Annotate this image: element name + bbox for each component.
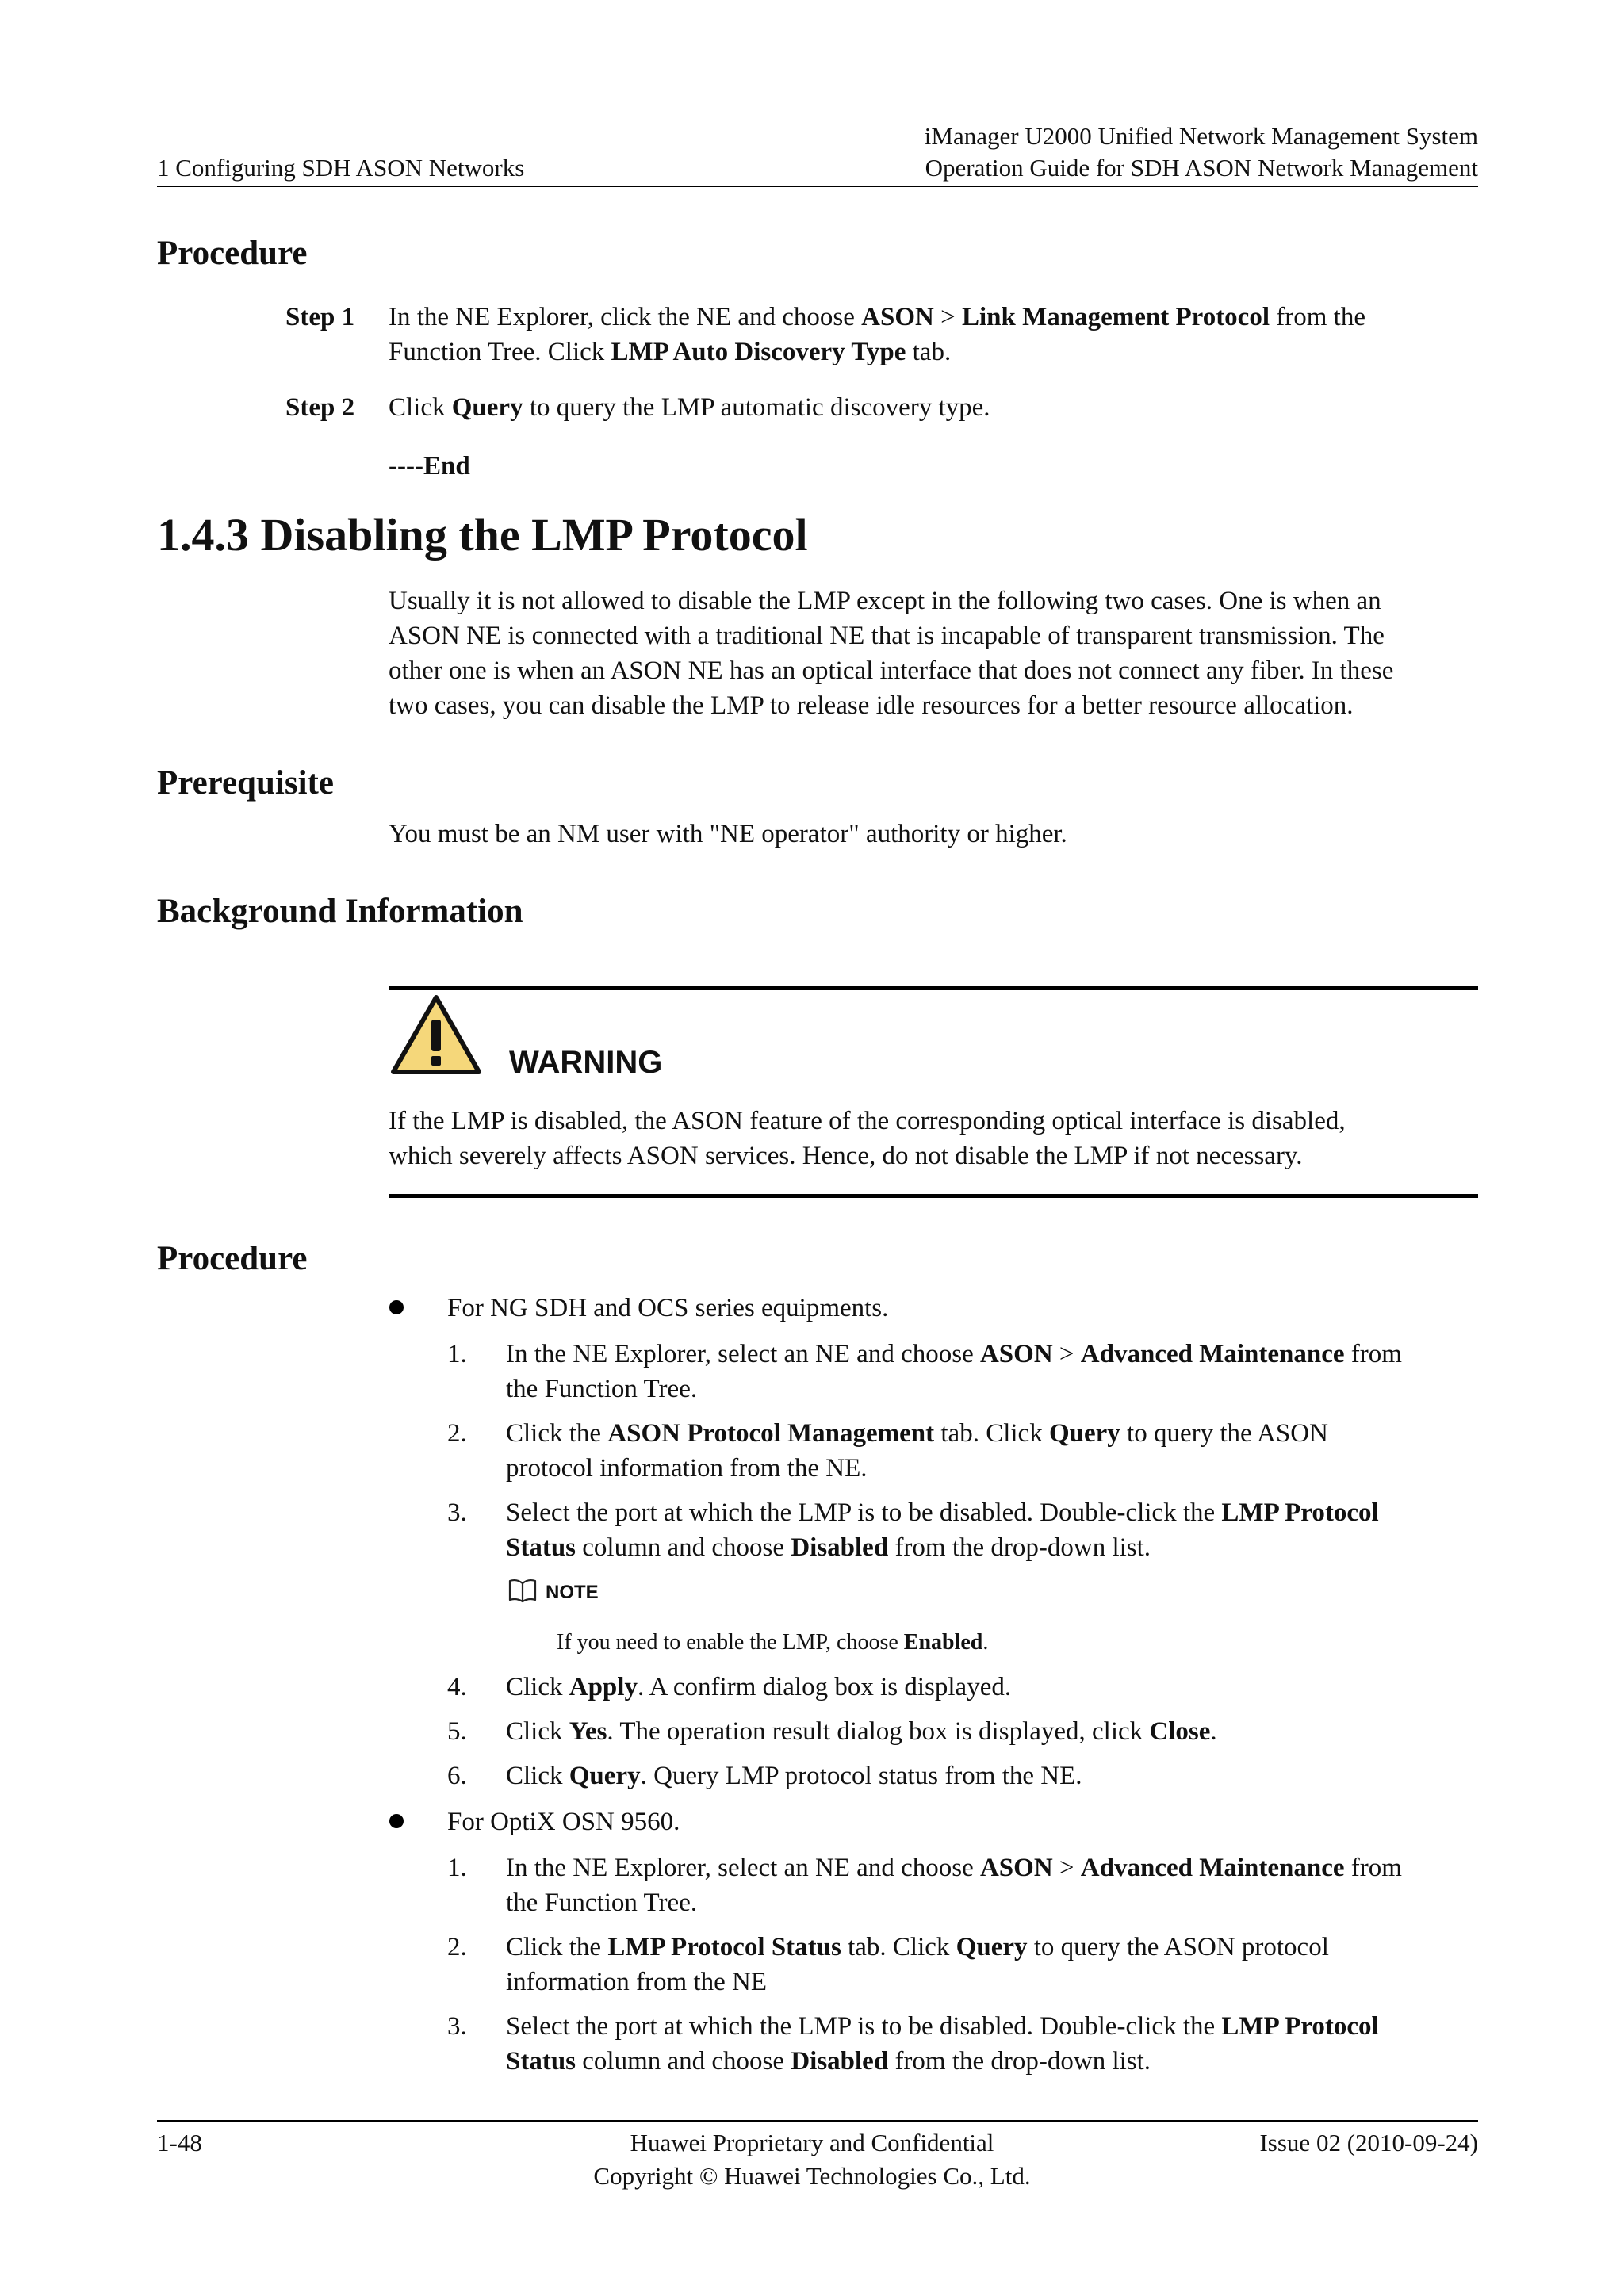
list-item-text: Select the port at which the LMP is to be disabled. Double-click the LMP Protocol (506, 1498, 1379, 1527)
book-icon (508, 1578, 538, 1603)
list-item-text: the Function Tree. (506, 1888, 698, 1917)
step-text: In the NE Explorer, click the NE and choose ASON > Link Management Protocol from the (389, 303, 1365, 331)
procedure-heading: Procedure (157, 1240, 308, 1277)
header-guide: Operation Guide for SDH ASON Network Management (925, 154, 1478, 182)
warning-text: which severely affects ASON services. Hence, do not disable the LMP if not necessary. (389, 1142, 1303, 1170)
prerequisite-text: You must be an NM user with "NE operator" authority or higher. (389, 820, 1067, 848)
end-marker: ----End (389, 452, 470, 480)
warning-bottom-rule (389, 1194, 1478, 1198)
intro-line: ASON NE is connected with a traditional NE that is incapable of transparent transmission. The (389, 622, 1385, 650)
procedure-heading: Procedure (157, 235, 308, 272)
prerequisite-heading: Prerequisite (157, 764, 334, 802)
footer-confidential: Huawei Proprietary and Confidential (630, 2129, 994, 2156)
list-item-text: Click Apply. A confirm dialog box is displayed. (506, 1673, 1012, 1701)
list-item-text: protocol information from the NE. (506, 1454, 868, 1483)
list-item-text: the Function Tree. (506, 1375, 698, 1403)
list-number: 2. (447, 1419, 467, 1448)
section-title: 1.4.3 Disabling the LMP Protocol (157, 509, 808, 561)
step-text: Function Tree. Click LMP Auto Discovery Type tab. (389, 338, 952, 366)
list-item-text: In the NE Explorer, select an NE and choose ASON > Advanced Maintenance from (506, 1340, 1402, 1368)
step-label: Step 1 (285, 303, 355, 331)
bullet-dot (389, 1300, 404, 1314)
list-item-text: Click the ASON Protocol Management tab. Click Query to query the ASON (506, 1419, 1328, 1448)
footer-rule (157, 2120, 1478, 2122)
list-item-text: In the NE Explorer, select an NE and choose ASON > Advanced Maintenance from (506, 1854, 1402, 1882)
note-label: NOTE (546, 1582, 599, 1603)
background-heading: Background Information (157, 893, 523, 930)
list-number: 1. (447, 1854, 467, 1882)
warning-title: WARNING (509, 1045, 663, 1080)
list-number: 6. (447, 1762, 467, 1790)
intro-line: two cases, you can disable the LMP to release idle resources for a better resource allocation. (389, 691, 1354, 720)
step-label: Step 2 (285, 393, 355, 422)
bullet-dot (389, 1814, 404, 1828)
header-rule (157, 186, 1478, 187)
header-chapter: 1 Configuring SDH ASON Networks (157, 154, 525, 182)
list-number: 3. (447, 2012, 467, 2041)
list-item-text: Status column and choose Disabled from the drop-down list. (506, 2047, 1151, 2076)
warning-top-rule (389, 986, 1478, 990)
bullet-text: For OptiX OSN 9560. (447, 1808, 680, 1836)
list-item-text: information from the NE (506, 1968, 768, 1996)
list-item-text: Click the LMP Protocol Status tab. Click Query to query the ASON protocol (506, 1933, 1329, 1961)
warning-text: If the LMP is disabled, the ASON feature of the corresponding optical interface is disabled, (389, 1107, 1346, 1135)
list-item-text: Select the port at which the LMP is to be disabled. Double-click the LMP Protocol (506, 2012, 1379, 2041)
footer-issue: Issue 02 (2010-09-24) (1259, 2129, 1478, 2156)
bullet-text: For NG SDH and OCS series equipments. (447, 1294, 889, 1322)
intro-line: other one is when an ASON NE has an optical interface that does not connect any fiber. In these (389, 656, 1394, 685)
header-product: iManager U2000 Unified Network Management System (924, 122, 1478, 150)
list-item-text: Click Yes. The operation result dialog box is displayed, click Close. (506, 1717, 1217, 1746)
intro-line: Usually it is not allowed to disable the LMP except in the following two cases. One is when an (389, 587, 1381, 615)
list-number: 4. (447, 1673, 467, 1701)
footer-copyright: Copyright © Huawei Technologies Co., Ltd. (593, 2162, 1031, 2190)
list-item-text: Status column and choose Disabled from the drop-down list. (506, 1533, 1151, 1562)
list-number: 3. (447, 1498, 467, 1527)
warning-icon (389, 993, 484, 1077)
note-text: If you need to enable the LMP, choose Enabled. (557, 1630, 989, 1655)
footer-page-number: 1-48 (157, 2129, 202, 2156)
list-number: 5. (447, 1717, 467, 1746)
list-number: 2. (447, 1933, 467, 1961)
list-item-text: Click Query. Query LMP protocol status from the NE. (506, 1762, 1082, 1790)
step-text: Click Query to query the LMP automatic discovery type. (389, 393, 990, 422)
list-number: 1. (447, 1340, 467, 1368)
